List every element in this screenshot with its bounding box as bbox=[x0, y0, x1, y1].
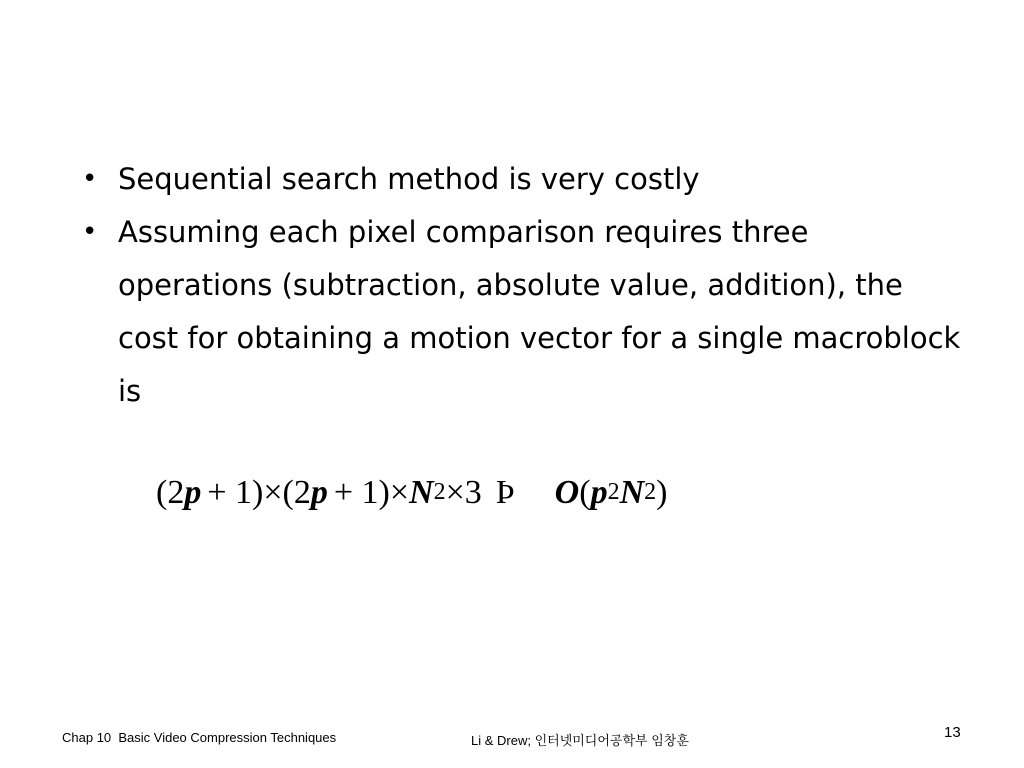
formula-variable-n: N bbox=[619, 474, 645, 511]
formula-part: ×3 bbox=[445, 474, 482, 511]
formula-variable-p: p bbox=[310, 474, 328, 511]
bullet-marker: • bbox=[82, 164, 98, 194]
implies-symbol: Þ bbox=[495, 474, 515, 511]
formula-part: + 1)× bbox=[333, 474, 409, 511]
cost-formula bbox=[156, 476, 667, 510]
formula-big-o: O bbox=[554, 474, 580, 511]
formula-exponent: 2 bbox=[607, 479, 620, 505]
bullet-text: Assuming each pixel comparison requires three operations (subtraction, absolute value, addition), the cost for obtaining a motion vector for a single macroblock is bbox=[118, 215, 961, 408]
footer-chapter-title: Chap 10 Basic Video Compression Techniques bbox=[62, 730, 337, 745]
formula-part: ( bbox=[579, 474, 591, 511]
formula-part: + 1)×(2 bbox=[207, 474, 311, 511]
page-number: 13 bbox=[944, 724, 961, 741]
formula-part: ) bbox=[656, 474, 668, 511]
bullet-item-2 bbox=[82, 206, 962, 418]
formula-exponent: 2 bbox=[644, 479, 657, 505]
bullet-marker: • bbox=[82, 217, 98, 247]
bullet-item-1 bbox=[82, 153, 962, 206]
formula-variable-p: p bbox=[184, 474, 202, 511]
formula-exponent: 2 bbox=[433, 479, 446, 505]
bullet-text: Sequential search method is very costly bbox=[118, 162, 700, 196]
formula-part: (2 bbox=[156, 474, 185, 511]
footer-authors: Li & Drew; 인터넷미디어공학부 임창훈 bbox=[471, 733, 689, 748]
formula-variable-n: N bbox=[409, 474, 434, 511]
formula-variable-p: p bbox=[590, 474, 608, 511]
slide-body bbox=[82, 153, 962, 418]
